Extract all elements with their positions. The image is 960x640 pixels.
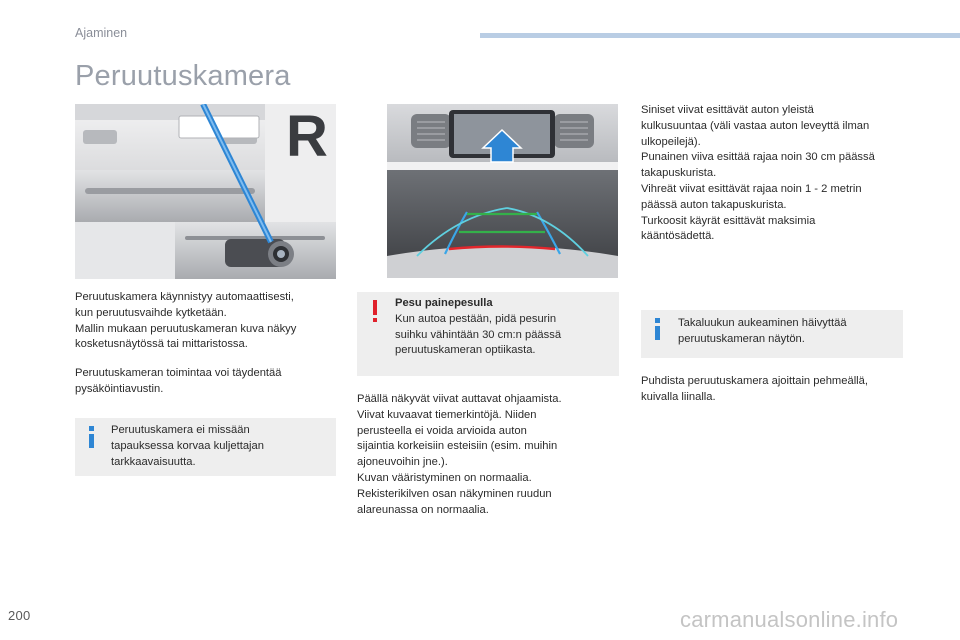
info-note-line: tarkkaavaisuutta. <box>111 455 196 468</box>
warning-title: Pesu painepesulla <box>395 297 493 309</box>
line-colors-line: Vihreät viivat esittävät rajaa noin 1 - 2 metrin <box>641 182 862 195</box>
line-colors-text <box>641 103 911 245</box>
parking-assist-text <box>75 366 340 398</box>
reverse-gear-letter: R <box>286 104 328 169</box>
line-colors-line: päässä auton takapuskurista. <box>641 198 787 211</box>
cleaning-line: Puhdista peruutuskamera ajoittain pehmeällä, <box>641 375 868 387</box>
intro-line: kosketusnäytössä tai mittaristossa. <box>75 338 248 351</box>
line-colors-line: Turkoosit käyrät esittävät maksimia <box>641 214 816 227</box>
guidelines-line: ajoneuvoihin jne.). <box>357 456 448 469</box>
info-note-line: peruutuskameran näytön. <box>678 332 805 345</box>
warning-icon <box>372 300 380 322</box>
guidelines-line: perusteella ei voida arvioida auton <box>357 424 527 437</box>
guidelines-line: Kuvan vääristyminen on normaalia. <box>357 471 532 484</box>
support-line: pysäköintiavustin. <box>75 382 164 395</box>
camera-view-drawing <box>387 104 618 278</box>
warning-line: peruutuskameran optiikasta. <box>395 344 536 357</box>
guidelines-line: Viivat kuvaavat tiemerkintöjä. Niiden <box>357 408 537 421</box>
line-colors-line: Punainen viiva esittää rajaa noin 30 cm päässä <box>641 151 875 164</box>
line-colors-line: Siniset viivat esittävät auton yleistä <box>641 104 814 116</box>
line-colors-line: kulkusuuntaa (väli vastaa auton leveyttä ilman <box>641 119 870 132</box>
line-colors-line: takapuskurista. <box>641 167 717 180</box>
line-colors-line: ulkopeilejä). <box>641 135 701 148</box>
section-header: Ajaminen <box>75 26 128 40</box>
watermark: carmanualsonline.info <box>680 607 899 632</box>
guidelines-line: sijaintia korkeisiin esteisiin (esim. muihin <box>357 440 558 453</box>
guidelines-line: alareunassa on normaalia. <box>357 503 489 516</box>
intro-line: Peruutuskamera käynnistyy automaattisesti, <box>75 291 294 303</box>
info-note-text <box>678 316 898 348</box>
header-accent-bar <box>480 33 960 38</box>
guidelines-line: Päällä näkyvät viivat auttavat ohjaamista. <box>357 393 562 405</box>
info-note-attention <box>75 418 336 476</box>
cleaning-text <box>641 374 911 406</box>
info-icon <box>89 426 97 448</box>
support-line: Peruutuskameran toimintaa voi täydentää <box>75 367 282 379</box>
info-note-line: Peruutuskamera ei missään <box>111 424 250 436</box>
info-note-line: tapauksessa korvaa kuljettajan <box>111 439 264 452</box>
intro-line: Mallin mukaan peruutuskameran kuva näkyy <box>75 322 297 335</box>
warning-note-pressure-wash <box>357 292 619 376</box>
cleaning-line: kuivalla liinalla. <box>641 390 716 403</box>
info-note-tailgate <box>641 310 903 358</box>
line-colors-line: kääntösädettä. <box>641 230 715 243</box>
intro-text <box>75 290 340 353</box>
warning-note-text <box>395 296 615 359</box>
intro-line: kun peruutusvaihde kytketään. <box>75 306 227 319</box>
page-number: 200 <box>8 608 31 623</box>
info-note-text <box>111 423 331 470</box>
page-title: Peruutuskamera <box>75 60 291 92</box>
warning-line: Kun autoa pestään, pidä pesurin <box>395 312 557 325</box>
screen-guidelines-illustration <box>387 104 618 278</box>
warning-line: suihku vähintään 30 cm:n päässä <box>395 328 562 341</box>
guidelines-text <box>357 392 619 518</box>
info-note-line: Takaluukun aukeaminen häivyttää <box>678 317 847 329</box>
info-icon <box>655 318 663 340</box>
guidelines-line: Rekisterikilven osan näkyminen ruudun <box>357 487 552 500</box>
